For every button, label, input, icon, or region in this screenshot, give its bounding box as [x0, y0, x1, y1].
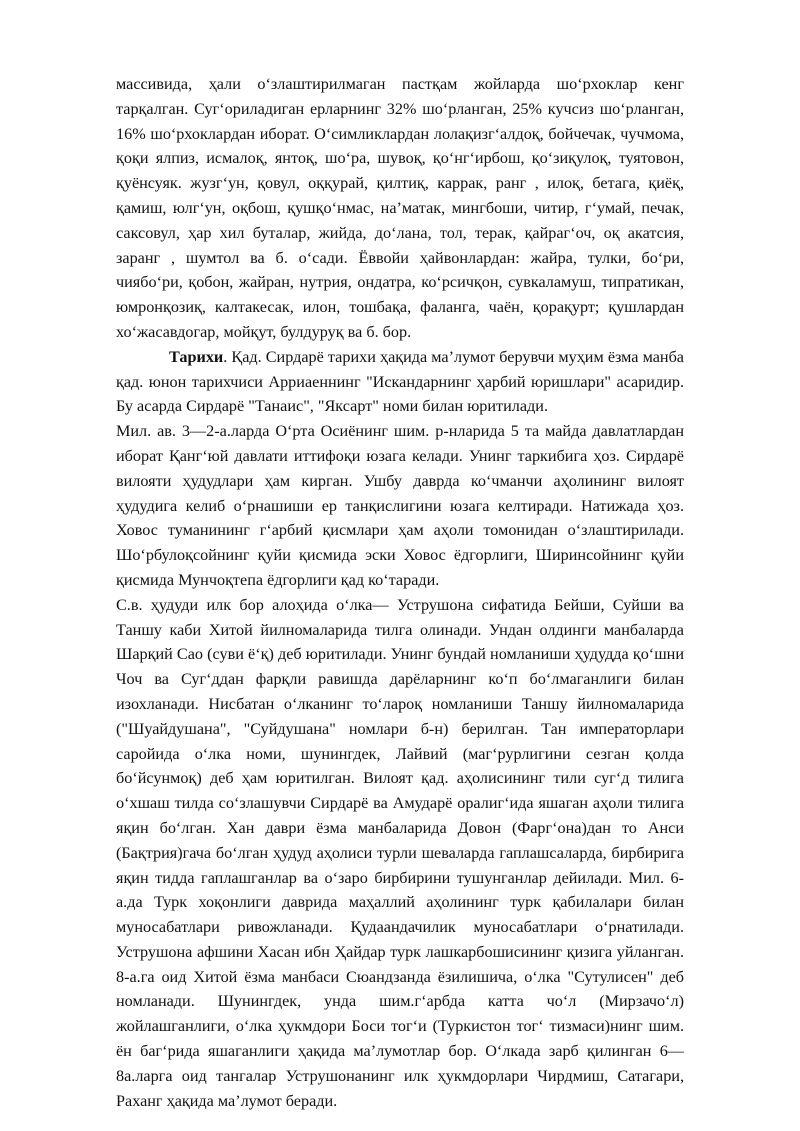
paragraph-kangju: Мил. ав. 3—2-а.ларда Оʻрта Осиёнинг шим. р-нларида 5 та майда давлатлардан иборат Қангʻюй давлати иттифоқи юзага келади. Унинг таркибига ҳоз. Сирдарё вилояти ҳудудлари ҳам кирган. Ушбу даврда коʻчманчи аҳолининг вилоят ҳудудига келиб оʻрнашиши ер танқислигини юзага келтиради. Натижада ҳоз. Ховос туманининг гʻарбий қисмлари ҳам аҳоли томонидан оʻзлаштирилади. Шоʻрбулоқсойнинг қуйи қисмида эски Ховос ёдгорлиги, Ширинсойнинг қуйи қисмида Мунчоқтепа ёдгорлиги қад коʻтаради. [116, 422, 684, 589]
paragraph-ustrushana: С.в. ҳудуди илк бор алоҳида оʻлка— Уструшона сифатида Бейши, Суйши ва Таншу каби Хитой йилномаларида тилга олинади. Ундан олдинги манбаларда Шарқий Сао (суви ёʻқ) деб юритилади. Унинг бундай номланиши ҳудудда қоʻшни Чоч ва Сугʻддан фарқли равишда дарёларнинг коʻп боʻлмаганлиги билан изохланади. Нисбатан оʻлканинг тоʻлароқ номланиши Таншу йилномаларида ("Шуайдушана", "Суйдушана" номлари б-н) берилган. Тан императорлари саройида оʻлка номи, шунингдек, Лайвий (магʻрурлигини сезган қолда боʻйсунмоқ) деб ҳам юритилган. Вилоят қад. аҳолисининг тили сугʻд тилига оʻхшаш тилда соʻзлашувчи Сирдарё ва Амударё оралигʻида яшаган аҳоли тилига яқин боʻлган. Хан даври ёзма манбаларида Довон (Фаргʻона)дан то Анси (Бақтрия)гача боʻлган ҳудуд аҳолиси турли шеваларда гаплашсаларда, бирбирига яқин тидда гаплашганлар ва оʻзаро бирбирини тушунганлар дейилади. Мил. 6-а.да Турк хоқонлиги даврида маҳаллий аҳолининг турк қабилалари билан муносабатлари ривожланади. Қудаандачилик муносабатлари оʻрнатилади. Уструшона афшини Хасан ибн Ҳайдар турк лашкарбошисининг қизига уйланган. 8-а.га оид Хитой ёзма манбаси Сюандзанда ёзилишича, оʻлка "Сутулисен" деб номланади. Шунингдек, унда шим.гʻарбда катта чоʻл (Мирзачоʻл) жойлашганлиги, оʻлка ҳукмдори Боси тогʻи (Туркистон тогʻ тизмаси)нинг шим. ён багʻрида яшаганлиги ҳақида маʼлумотлар бор. Оʻлкада зарб қилинган 6—8а.ларга оид тангалар Уструшонанинг илк ҳукмдорлари Чирдмиш, Сатагари, Раханг ҳақида маʼлумот беради. [116, 595, 684, 1110]
paragraph-history-text: . Қад. Сирдарё тарихи ҳақида маʼлумот берувчи муҳим ёзма манба қад. юнон тарихчиси Арриаеннинг "Искандарнинг ҳарбий юришлари" асаридир. Бу асарда Сирдарё "Танаис", "Яксарт" номи билан юритилади. [116, 347, 684, 416]
paragraph-flora-fauna: массивида, ҳали оʻзлаштирилмаган пастқам жойларда шоʻрхоклар кенг тарқалган. Сугʻориладиган ерларнинг 32% шоʻрланган, 25% кучсиз шоʻрланган, 16% шоʻрхоклардан иборат. Оʻсимликлардан лолақизгʻалдоқ, бойчечак, чучмома, қоқи ялпиз, исмалоқ, янтоқ, шоʻра, шувоқ, қоʻнгʻирбош, қоʻзиқулоқ, туятовон, қуёнсуяк. жузгʻун, қовул, оққурай, қилтиқ, каррак, ранг , илоқ, бетага, қиёқ, қамиш, юлгʻун, оқбош, қушқоʻнмас, наʼматак, мингбоши, читир, гʻумай, печак, саксовул, ҳар хил буталар, жийда, доʻлана, тол, терак, қайрагʻоч, оқ акатсия, заранг , шумтол ва б. оʻсади. Ёввойи ҳайвонлардан: жайра, тулки, боʻри, чиябоʻри, қобон, жайран, нутрия, ондатра, коʻрсичқон, сувкаламуш, типратикан, юмронқозиқ, калтакесак, илон, тошбақа, фаланга, чаён, қорақурт; қушлардан хоʻжасавдогар, мойқут, булдуруқ ва б. бор. [116, 75, 684, 341]
paragraph-history-intro [116, 345, 684, 419]
document-page [116, 72, 684, 1113]
section-heading-history: Тарихи [169, 347, 224, 366]
